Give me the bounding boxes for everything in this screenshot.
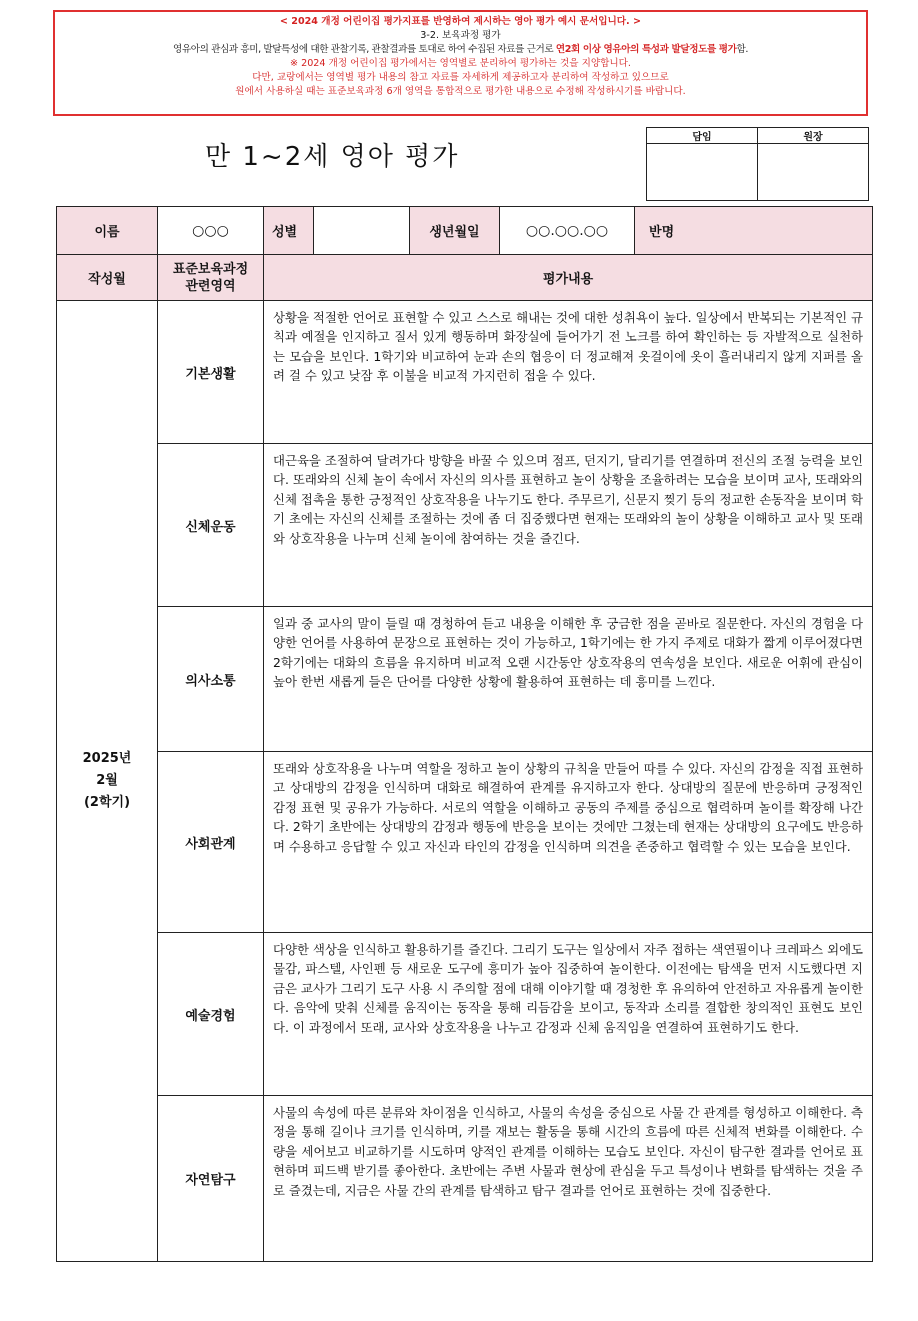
notice-box [53, 10, 868, 116]
area-nature: 자연탐구 [158, 1096, 264, 1262]
notice-line-2: 3-2. 보육과정 평가 [420, 30, 501, 41]
content-communication[interactable]: 일과 중 교사의 말이 들릴 때 경청하여 듣고 내용을 이해한 후 궁금한 점을 곧바로 질문한다. 자신의 경험을 다양한 언어를 사용하여 문장으로 표현하는 것이 가능하고, 1학기에는 한 가지 주제로 대화가 짧게 이루어졌다면 2학기에는 대화의 흐름을 유지하며 비교적 오랜 시간동안 상호작용의 연속성을 보인다. 새로운 어휘에 관심이 높아 한번 새롭게 들은 단어를 다양한 상황에 활용하여 표현하는 데 흥미를 느낀다. [264, 607, 873, 752]
approval-teacher-sign[interactable] [647, 144, 758, 201]
notice-line-3 [61, 43, 860, 57]
approval-box [646, 127, 869, 201]
notice-line-4: ※ 2024 개정 어린이집 평가에서는 영역별로 분리하여 평가하는 것을 지양합니다. [290, 58, 631, 69]
period-year: 2025년 [82, 751, 132, 766]
notice-line-1: < 2024 개정 어린이집 평가지표를 반영하여 제시하는 영아 평가 예시 문서입니다. > [279, 16, 642, 27]
notice-line-3-pre: 영유아의 관심과 흥미, 발달특성에 대한 관찰기록, 관찰결과를 토대로 하여 수집된 자료를 근거로 [172, 44, 554, 55]
area-social: 사회관계 [158, 752, 264, 933]
birth-value[interactable]: ○○.○○.○○ [500, 207, 635, 255]
area-header-line2: 관련영역 [185, 278, 236, 294]
period-term: (2학기) [83, 795, 131, 810]
approval-director-label: 원장 [758, 128, 869, 144]
area-header-line1: 표준보육과정 [172, 261, 249, 277]
evaluation-table [56, 206, 873, 1262]
approval-director-sign[interactable] [758, 144, 869, 201]
period-cell [57, 301, 158, 1262]
area-header [158, 255, 264, 301]
name-value[interactable]: ○○○ [158, 207, 264, 255]
content-header: 평가내용 [264, 255, 873, 301]
content-art[interactable]: 다양한 색상을 인식하고 활용하기를 즐긴다. 그리기 도구는 일상에서 자주 접하는 색연필이나 크레파스 외에도 물감, 파스텔, 사인펜 등 새로운 도구에 흥미가 높아 집중하여 놀이한다. 이전에는 탐색을 먼저 시도했다면 지금은 교사가 그리기 도구 사용 시 주의할 점에 대해 이야기할 때 경청한 후 유의하여 안전하고 자유롭게 놀이한다. 음악에 맞춰 신체를 움직이는 동작을 통해 리듬감을 보이고, 동작과 소리를 결합한 창의적인 표현도 보인다. 이 과정에서 또래, 교사와 상호작용을 나누고 감정과 신체 움직임을 연결하여 표현하기도 한다. [264, 933, 873, 1096]
gender-label: 성별 [264, 207, 314, 255]
birth-label: 생년월일 [410, 207, 500, 255]
content-social[interactable]: 또래와 상호작용을 나누며 역할을 정하고 놀이 상황의 규칙을 만들어 따를 수 있다. 자신의 감정을 직접 표현하고 상대방의 감정을 인식하며 대화로 해결하여 관계를 유지하고자 한다. 상대방의 질문에 반응하며 긍정적인 감정 표현 및 공유가 가능하다. 서로의 역할을 이해하고 공동의 주제를 중심으로 협력하며 놀이를 확장해 나간다. 2학기 초반에는 상대방의 감정과 행동에 반응을 보이는 것에만 그쳤는데 현재는 상대방의 요구에도 반응하며 수용하고 응답할 수 있고 자신과 타인의 감정을 인식하며 의견을 존중하고 협력할 수 있는 모습을 보인다. [264, 752, 873, 933]
name-label: 이름 [57, 207, 158, 255]
class-label-text: 반명 [649, 225, 675, 240]
gender-value[interactable] [314, 207, 410, 255]
area-communication: 의사소통 [158, 607, 264, 752]
notice-line-3-highlight: 연2회 이상 영유아의 특성과 발달정도를 평가 [555, 44, 737, 55]
notice-line-5: 다만, 교랑에서는 영역별 평가 내용의 참고 자료를 자세하게 제공하고자 분리하여 작성하고 있으므로 [252, 72, 669, 83]
content-basic-life[interactable]: 상황을 적절한 언어로 표현할 수 있고 스스로 해내는 것에 대한 성취욕이 높다. 일상에서 반복되는 기본적인 규칙과 예절을 인지하고 질서 있게 행동하며 화장실에 들어가기 전 노크를 하여 확인하는 등 자발적으로 실천하는 모습을 보인다. 1학기와 비교하여 눈과 손의 협응이 더 정교해져 옷걸이에 옷이 흘러내리지 않게 지퍼를 올려 걸 수 있고 낮잠 후 이불을 비교적 가지런히 접을 수 있다. [264, 301, 873, 444]
class-label [635, 207, 873, 255]
content-physical[interactable]: 대근육을 조절하여 달려가다 방향을 바꿀 수 있으며 점프, 던지기, 달리기를 연결하며 전신의 조절 능력을 보인다. 또래와의 신체 놀이 속에서 자신의 의사를 표현하고 놀이 상황을 조율하려는 모습을 보이며 교사, 또래와의 신체 접촉을 통한 긍정적인 상호작용을 나누기도 한다. 주무르기, 신문지 찢기 등의 정교한 손동작을 보이며 학기 초에는 자신의 신체를 조절하는 것에 좀 더 집중했다면 현재는 또래와의 놀이 상황을 이해하고 교사 및 또래와 상호작용을 나누며 신체 놀이에 참여하는 것을 즐긴다. [264, 444, 873, 607]
approval-teacher-label: 담임 [647, 128, 758, 144]
area-basic-life: 기본생활 [158, 301, 264, 444]
period-month: 2월 [96, 773, 118, 788]
page-title: 만 1~2세 영아 평가 [205, 142, 460, 172]
area-physical: 신체운동 [158, 444, 264, 607]
content-nature[interactable]: 사물의 속성에 따른 분류와 차이점을 인식하고, 사물의 속성을 중심으로 사물 간 관계를 형성하고 이해한다. 측정을 통해 길이나 크기를 인식하며, 키를 재보는 활동을 통해 시간의 흐름에 따른 신체적 변화를 이해한다. 수량을 세어보고 비교하기를 시도하며 양적인 관계를 이해하는 모습도 보인다. 자신이 탐구한 결과를 언어로 표현하며 피드백 받기를 좋아한다. 초반에는 주변 사물과 현상에 관심을 두고 특성이나 변화를 탐색하는 것을 주로 즐겼는데, 지금은 사물 간의 관계를 탐색하고 탐구 결과를 언어로 표현하는 것에 집중한다. [264, 1096, 873, 1262]
notice-line-6: 원에서 사용하실 때는 표준보육과정 6개 영역을 통합적으로 평가한 내용으로 수정해 작성하시기를 바랍니다. [235, 86, 686, 97]
area-art: 예술경험 [158, 933, 264, 1096]
month-header: 작성월 [57, 255, 158, 301]
notice-line-3-post: 함. [736, 44, 749, 55]
